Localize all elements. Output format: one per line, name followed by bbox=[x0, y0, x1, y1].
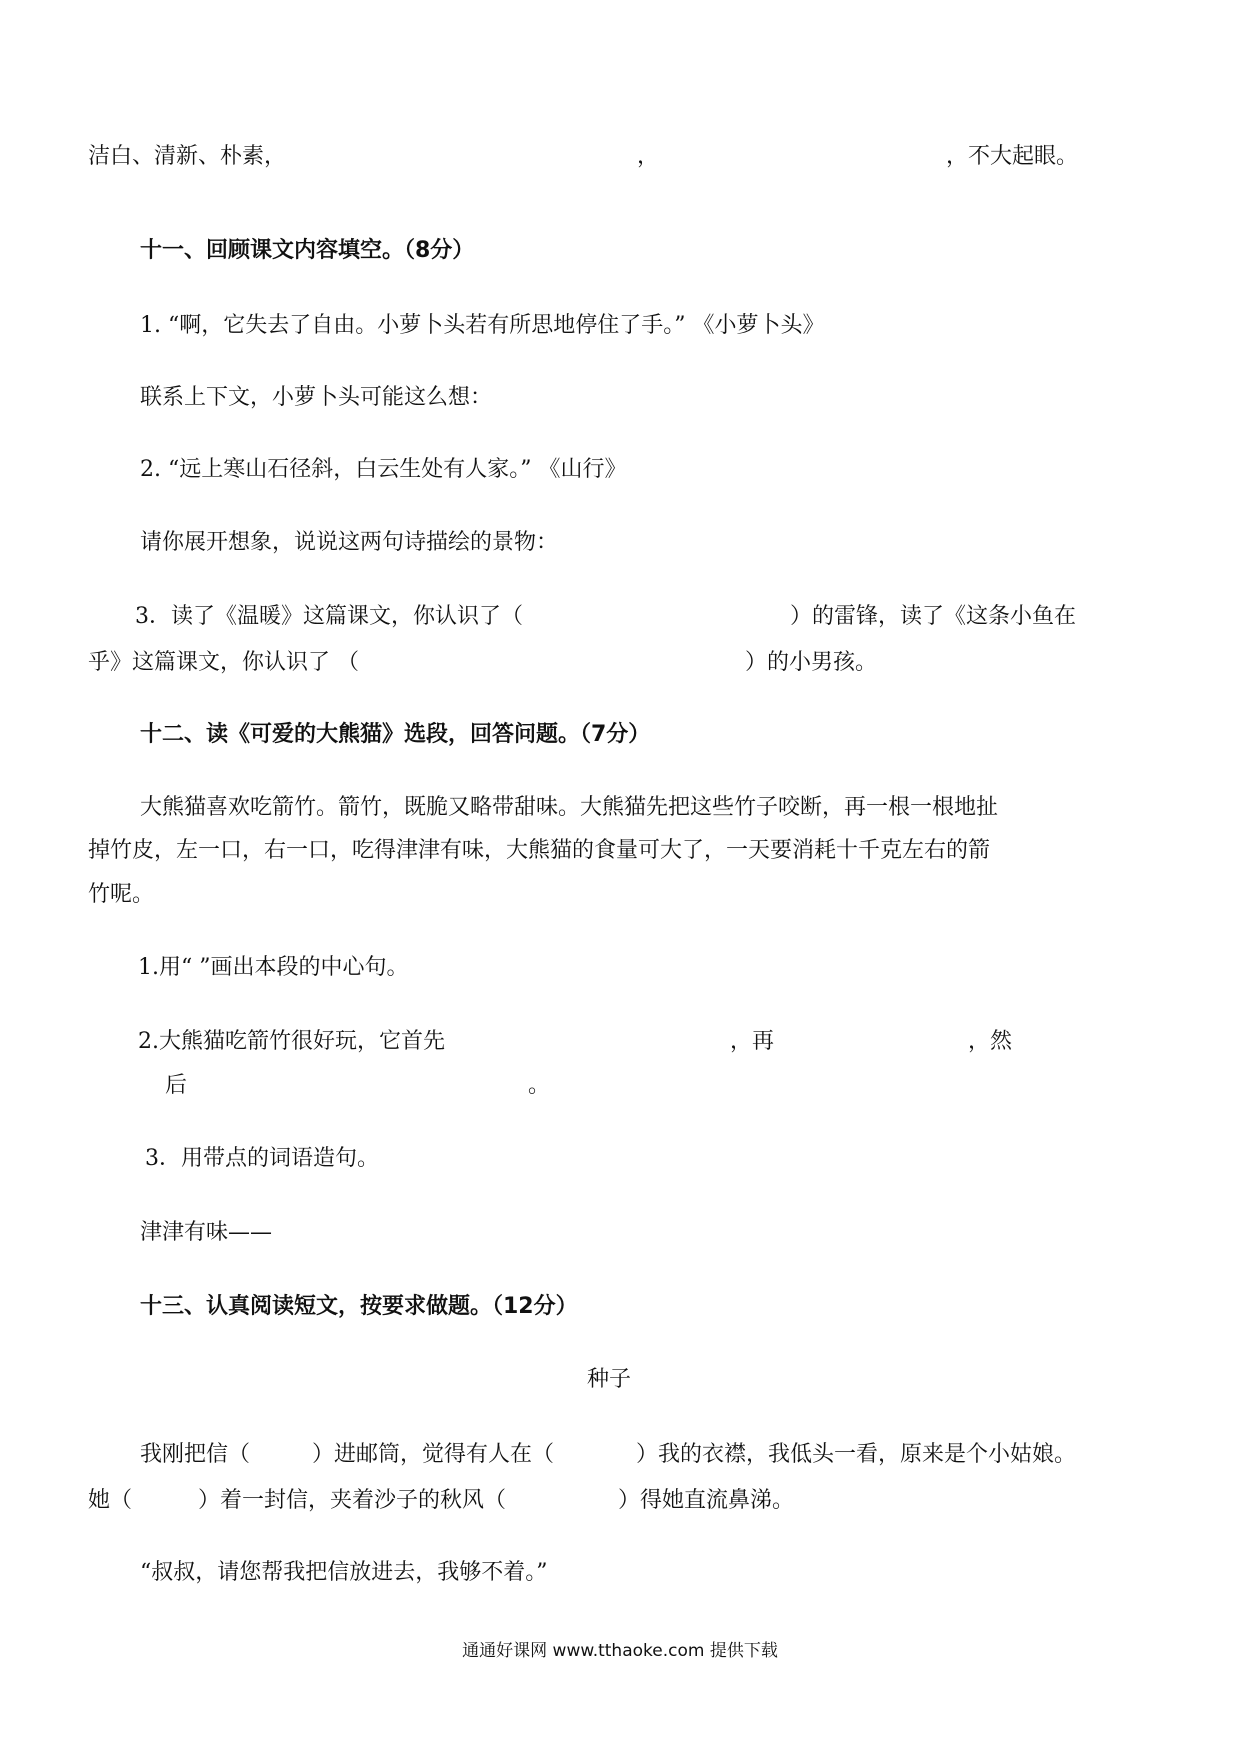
section-12-q2-c: ，然 bbox=[968, 1029, 1013, 1054]
section-12-q2-a: 2.大熊猫吃箭竹很好玩，它首先 bbox=[138, 1029, 445, 1054]
top-line-part1: 洁白、清新、朴素， bbox=[88, 144, 287, 169]
section-11-q2-prompt: 请你展开想象，说说这两句诗描绘的景物： bbox=[140, 530, 559, 555]
story-title: 种子 bbox=[587, 1367, 632, 1392]
section-11-q1: 1. “啊，它失去了自由。小萝卜头若有所思地停住了手。” 《小萝卜头》 bbox=[140, 313, 825, 338]
section-12-q2-d: 后 bbox=[165, 1073, 188, 1098]
section-12-q3: 3．用带点的词语造句。 bbox=[145, 1146, 379, 1171]
story-line-2-b: ）着一封信，夹着沙子的秋风（ bbox=[198, 1488, 507, 1513]
story-line-1-b: ）进邮筒，觉得有人在（ bbox=[312, 1442, 555, 1467]
section-11-q1-prompt: 联系上下文，小萝卜头可能这么想： bbox=[140, 385, 493, 410]
story-line-2-a: 她（ bbox=[88, 1488, 133, 1513]
section-12-heading: 十二、读《可爱的大熊猫》选段，回答问题。（7分） bbox=[140, 722, 651, 747]
section-13-heading: 十三、认真阅读短文，按要求做题。（12分） bbox=[140, 1294, 578, 1319]
story-line-1-c: ）我的衣襟，我低头一看，原来是个小姑娘。 bbox=[636, 1442, 1077, 1467]
top-line-part3: ，不大起眼。 bbox=[946, 144, 1079, 169]
section-12-q3-word: 津津有味—— bbox=[140, 1220, 273, 1245]
story-line-3: “叔叔，请您帮我把信放进去，我够不着。” bbox=[140, 1560, 548, 1585]
section-11-q3-b: ）的雷锋，读了《这条小鱼在 bbox=[790, 604, 1077, 629]
footer-text: 通通好课网 www.tthaoke.com 提供下载 bbox=[462, 1641, 778, 1661]
section-11-q2: 2. “远上寒山石径斜，白云生处有人家。” 《山行》 bbox=[140, 457, 627, 482]
section-11-q3-a: 3．读了《温暖》这篇课文，你认识了（ bbox=[135, 604, 523, 629]
section-11-q3-d: ）的小男孩。 bbox=[745, 650, 878, 675]
section-12-q2-b: ，再 bbox=[730, 1029, 775, 1054]
section-11-heading: 十一、回顾课文内容填空。（8分） bbox=[140, 238, 475, 263]
section-12-paragraph-line-2: 掉竹皮，左一口，右一口，吃得津津有味，大熊猫的食量可大了，一天要消耗十千克左右的箭 bbox=[88, 838, 991, 863]
section-11-q3-c: 乎》这篇课文，你认识了 （ bbox=[88, 650, 359, 675]
section-12-q2-e: 。 bbox=[528, 1073, 551, 1098]
top-line-part2: ， bbox=[637, 144, 660, 169]
section-12-q1: 1.用“ ”画出本段的中心句。 bbox=[138, 955, 409, 980]
section-12-paragraph-line-1: 大熊猫喜欢吃箭竹。箭竹，既脆又略带甜味。大熊猫先把这些竹子咬断，再一根一根地扯 bbox=[140, 795, 999, 820]
story-line-2-c: ）得她直流鼻涕。 bbox=[618, 1488, 795, 1513]
story-line-1-a: 我刚把信（ bbox=[140, 1442, 251, 1467]
section-12-paragraph-line-3: 竹呢。 bbox=[88, 882, 155, 907]
